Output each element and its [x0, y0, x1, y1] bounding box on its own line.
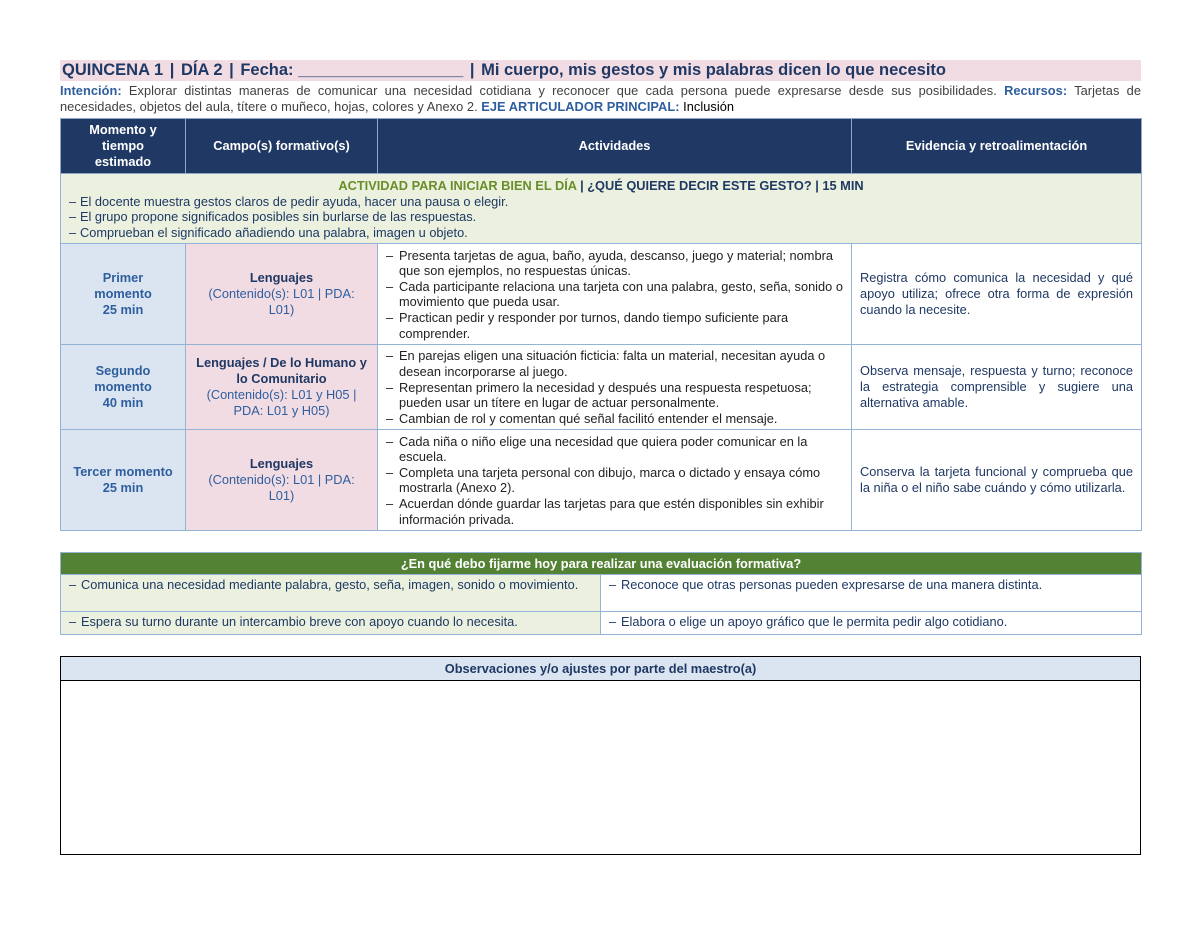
campo-cell — [186, 244, 378, 345]
observations-table — [60, 656, 1141, 855]
header-actividades: Actividades — [378, 119, 852, 174]
evidencia-cell: Registra cómo comunica la necesidad y qué apoyo utiliza; ofrece otra forma de expresión cuando la necesite. — [852, 244, 1142, 345]
momento-time: 25 min — [102, 480, 144, 496]
momento-cell — [61, 244, 186, 345]
evaluation-title: ¿En qué debo fijarme hoy para realizar una evaluación formativa? — [61, 553, 1142, 575]
campo-cell — [186, 345, 378, 430]
evaluation-list — [69, 614, 594, 630]
recursos-label: Recursos: — [1004, 83, 1068, 98]
table-row — [61, 575, 1142, 612]
momento-time: 25 min — [102, 302, 144, 318]
intencion-label: Intención: — [60, 83, 122, 98]
actividades-cell — [378, 430, 852, 531]
evaluation-cell — [61, 612, 601, 635]
header-momento: Momento y tiempo estimado — [61, 119, 186, 174]
eje-label: EJE ARTICULADOR PRINCIPAL: — [481, 99, 680, 114]
actividades-list — [386, 434, 845, 528]
inicio-row — [61, 174, 1142, 244]
list-item: – Comprueban el significado añadiendo una palabra, imagen u objeto. — [69, 225, 1133, 241]
observations-title: Observaciones y/o ajustes por parte del maestro(a) — [61, 657, 1141, 681]
title-quincena: QUINCENA 1 — [62, 61, 164, 79]
campo-name: Lenguajes — [249, 456, 314, 472]
header-campo: Campo(s) formativo(s) — [186, 119, 378, 174]
list-item: – Comunica una necesidad mediante palabra, gesto, seña, imagen, sonido o movimiento. — [69, 577, 594, 593]
actividades-cell — [378, 345, 852, 430]
eje-text: Inclusión — [683, 99, 735, 114]
observations-input-area[interactable] — [61, 681, 1141, 855]
list-item: – El grupo propone significados posibles sin burlarse de las respuestas. — [69, 209, 1133, 225]
list-item: – Completa una tarjeta personal con dibujo, marca o dictado y ensaya cómo mostrarla (Anexo 2). — [386, 465, 845, 496]
observations-header-row — [61, 657, 1141, 681]
lesson-plan-page — [60, 60, 1141, 855]
evaluation-list — [609, 577, 1135, 593]
evaluation-cell — [601, 575, 1142, 612]
table-row — [61, 612, 1142, 635]
inicio-title-blue: | ¿QUÉ QUIERE DECIR ESTE GESTO? | 15 MIN — [580, 178, 864, 193]
campo-name: Lenguajes / De lo Humano y lo Comunitario — [196, 355, 367, 387]
intencion-text: Explorar distintas maneras de comunicar una necesidad cotidiana y reconocer que cada persona puede expresarse desde sus posibilidades. — [128, 83, 997, 98]
observations-body-row — [61, 681, 1141, 855]
momento-label: Segundo momento — [94, 363, 152, 395]
list-item: – En parejas eligen una situación ficticia: falta un material, necesitan ayuda o desean incorporarse al juego. — [386, 348, 845, 379]
campo-detail: (Contenido(s): L01 | PDA: L01) — [208, 472, 355, 504]
list-item: – Practican pedir y responder por turnos, dando tiempo suficiente para comprender. — [386, 310, 845, 341]
evaluation-table — [60, 552, 1142, 635]
evaluation-cell — [601, 612, 1142, 635]
list-item: – Representan primero la necesidad y después una respuesta respetuosa; pueden usar un títere en lugar de actuar personalmente. — [386, 380, 845, 411]
intro-paragraph — [60, 83, 1141, 115]
title-dia: DÍA 2 — [180, 61, 223, 79]
actividades-list — [386, 348, 845, 426]
title-fecha: Fecha: __________________ — [240, 61, 464, 79]
activities-table — [60, 118, 1142, 531]
header-evidencia: Evidencia y retroalimentación — [852, 119, 1142, 174]
momento-label: Tercer momento — [73, 464, 173, 480]
momento-cell — [61, 430, 186, 531]
list-item: – Presenta tarjetas de agua, baño, ayuda, descanso, juego y material; nombra que son ejemplos, no respuestas únicas. — [386, 248, 845, 279]
momento-time: 40 min — [102, 395, 144, 411]
inicio-title-green: ACTIVIDAD PARA INICIAR BIEN EL DÍA — [338, 178, 577, 193]
actividades-list — [386, 248, 845, 342]
page-title: QUINCENA 1 | DÍA 2 | Fecha: __________________ | Mi cuerpo, mis gestos y mis palabras dicen lo que necesito — [60, 60, 1141, 81]
evidencia-cell: Observa mensaje, respuesta y turno; reconoce la estrategia comprensible y sugiere una alternativa amable. — [852, 345, 1142, 430]
campo-detail: (Contenido(s): L01 | PDA: L01) — [208, 286, 355, 318]
evaluation-header-row — [61, 553, 1142, 575]
table-row — [61, 430, 1142, 531]
title-tema: Mi cuerpo, mis gestos y mis palabras dicen lo que necesito — [481, 61, 946, 79]
momento-cell — [61, 345, 186, 430]
campo-name: Lenguajes — [249, 270, 314, 286]
list-item: – Cambian de rol y comentan qué señal facilitó entender el mensaje. — [386, 411, 845, 427]
table-row — [61, 244, 1142, 345]
campo-detail: (Contenido(s): L01 y H05 | PDA: L01 y H05) — [206, 387, 357, 419]
inicio-list — [69, 194, 1133, 241]
table-row — [61, 345, 1142, 430]
evaluation-list — [609, 614, 1135, 630]
campo-cell — [186, 430, 378, 531]
recursos-text: Tarjetas de necesidades, objetos del aula, títere o muñeco, hojas, colores y Anexo 2. — [60, 83, 1142, 114]
list-item: – El docente muestra gestos claros de pedir ayuda, hacer una pausa o elegir. — [69, 194, 1133, 210]
list-item: – Elabora o elige un apoyo gráfico que le permita pedir algo cotidiano. — [609, 614, 1135, 630]
evaluation-cell — [61, 575, 601, 612]
table-header-row — [61, 119, 1142, 174]
list-item: – Cada niña o niño elige una necesidad que quiera poder comunicar en la escuela. — [386, 434, 845, 465]
list-item: – Cada participante relaciona una tarjeta con una palabra, gesto, seña, sonido o movimiento que pueda usar. — [386, 279, 845, 310]
momento-label: Primer momento — [94, 270, 152, 302]
list-item: – Espera su turno durante un intercambio breve con apoyo cuando lo necesita. — [69, 614, 594, 630]
evaluation-list — [69, 577, 594, 593]
actividades-cell — [378, 244, 852, 345]
list-item: – Reconoce que otras personas pueden expresarse de una manera distinta. — [609, 577, 1135, 593]
list-item: – Acuerdan dónde guardar las tarjetas para que estén disponibles sin exhibir información privada. — [386, 496, 845, 527]
inicio-banner — [61, 174, 1142, 244]
evidencia-cell: Conserva la tarjeta funcional y comprueba que la niña o el niño sabe cuándo y cómo utilizarla. — [852, 430, 1142, 531]
inicio-title — [69, 178, 1133, 194]
